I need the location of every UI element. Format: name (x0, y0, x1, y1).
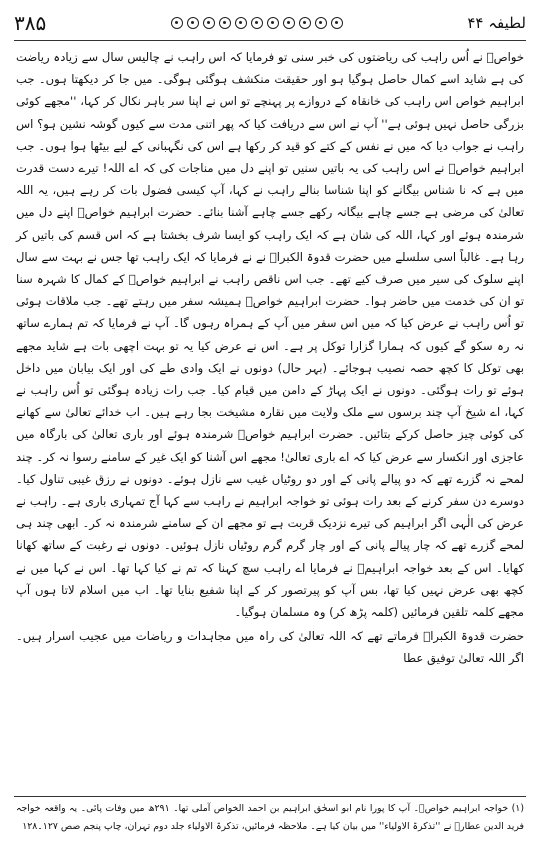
footnote: (۱) خواجہ ابراہیم خواصؒ۔ آپ کا پورا نام ابو اسحٰق ابراہیم بن احمد الخواص آملی تھا۔ ۲۹۱ھ میں وفات پائی۔ یہ واقعہ خواجہ فرید الدین عطارؒ نے ''تذکرۃ الاولیاء'' میں بیان کیا ہے۔ ملاحظہ فرمائیں، تذکرۃ الاولیاء جلد دوم تہران، چاپ پنجم صص ۱۲۷۔۱۲۸ (16, 803, 524, 832)
closing-paragraph: حضرت قدوۃ الکبراؒ فرماتے تھے کہ اللہ تعالیٰ کی راہ میں مجاہدات و ریاضات میں عجیب اسرار ہیں۔ اگر اللہ تعالیٰ توفیق عطا (16, 629, 524, 666)
running-title: لطیفہ ۴۴ (467, 14, 526, 32)
header-divider (14, 40, 526, 41)
footnote-divider (14, 796, 526, 797)
page-header (14, 6, 526, 40)
ring-chain-ornament-icon (171, 17, 343, 29)
page-number: ۳۸۵ (14, 11, 47, 35)
body-paragraph: خواصؒ نے اُس راہب کی ریاضتوں کی خبر سنی تو فرمایا کہ اس راہب نے چالیس سال سے زیادہ ریاضت کی ہے شاید اسے کمال حاصل ہوگیا ہو اور حقیقت منکشف ہوگئی ہوگی۔ میں جا کر دیکھتا ہوں۔ جب ابراہیم خواص اس راہب کی خانقاہ کے دروازے پر پہنچے تو اس نے اپنا سر باہر نکال کر کہا، ''مجھے کوئی بزرگی حاصل نہیں ہوئی ہے'' آپ نے اس سے دریافت کیا کہ پھر اتنی مدت سے کیوں گوشہ نشین ہو؟ اس راہب نے جواب دیا کہ میں نے نفس کے کتے کو قید کر رکھا ہے اس کی نگہبانی کے لیے بیٹھا ہوا ہوں۔ جب ابراہیم خواصؒ نے اس راہب کی یہ باتیں سنیں تو اپنے دل میں مناجات کی کہ اے اللہ! تیرے دست قدرت میں ہے کہ نا شناس بیگانے کو اپنا شناسا بنالے راہب نے کہا، آپ کیسی فضول بات کر رہے ہیں، یہ اللہ تعالیٰ کی مرضی ہے جسے چاہے بیگانہ رکھے جسے چاہے آشنا بنائے۔ حضرت ابراہیم خواصؒ اپنے دل میں شرمندہ ہوئے اور کہا، اللہ کی شان ہے کہ ایک راہب کو ایسا شرف بخشتا ہے کہ اس قسم کی باتیں کر رہا ہے۔ غالباً اسی سلسلے میں حضرت قدوۃ الکبراؒ نے نے فرمایا کہ ایک راہب تھا جس نے بہت سے سال اپنے سلوک کی سیر میں صرف کیے تھے۔ جب اس ناقص راہب نے ابراہیم خواصؒ کے کمال کا شہرہ سنا تو ان کی خدمت میں حاضر ہوا۔ حضرت ابراہیم خواصؒ ہمیشہ سفر میں رہتے تھے۔ جب ملاقات ہوئی تو اُس راہب نے عرض کیا کہ میں اس سفر میں آپ کے ہمراہ رہوں گا۔ آپ نے فرمایا کہ تم ہمارے ساتھ نہ رہ سکو گے کیوں کہ ہمارا گزارا توکل پر ہے۔ اس نے عرض کیا یہ تو بہت اچھی بات ہے شاید مجھے بھی توکل کا کچھ حصہ نصیب ہوجائے۔ (بہر حال) دونوں نے ایک وادی طے کی اور ایک بیابان میں داخل ہوئے تو رات ہوگئی۔ دونوں نے ایک پہاڑ کے دامن میں قیام کیا۔ جب رات زیادہ ہوگئی تو اُس راہب نے کہا، اے شیخ آپ چند برسوں سے ملک ولایت میں نقارہ مشیخت بجا رہے ہیں۔ اب خدائے تعالیٰ سے کھانے کی کوئی چیز حاصل کرکے بتائیں۔ حضرت ابراہیم خواصؒ شرمندہ ہوئے اور باری تعالیٰ کی بارگاہ میں عاجزی اور انکسار سے عرض کیا کہ اے باری تعالیٰ! مجھے اس آشنا کو ایک غیر کے سامنے رسوا نہ کر۔ چند لمحے نہ گزرے تھے کہ دو پیالے پانی کے اور دو روٹیاں غیب سے نازل ہوئے۔ دونوں نے رزق غیبی تناول کیا۔ دوسرے دن سفر کرنے کے بعد رات ہوئی تو خواجہ ابراہیم نے راہب سے کہا آج تمہاری باری ہے۔ راہب نے عرض کی الٰہی اگر ابراہیم کی تیرے نزدیک قربت ہے تو مجھے ان کے سامنے شرمندہ نہ کر۔ ابھی چند ہی لمحے گزرے تھے کہ چار پیالے پانی کے اور چار گرم گرم روٹیاں نازل ہوئیں۔ دونوں نے رغبت کے ساتھ کھانا کھایا۔ اس کے بعد خواجہ ابراہیمؒ نے فرمایا اے راہب سچ کہنا کہ تم نے کیا کہا تھا۔ اس نے کہا میں نے کچھ بھی عرض نہیں کیا تھا، بس آپ کو پیرتصور کر کے اپنا شفیع بنایا تھا۔ اب میں اسلام لاتا ہوں آپ مجھے کلمہ تلقین فرمائیں (کلمہ پڑھ کر) وہ مسلمان ہوگیا۔ (16, 50, 524, 620)
main-text (16, 46, 524, 670)
